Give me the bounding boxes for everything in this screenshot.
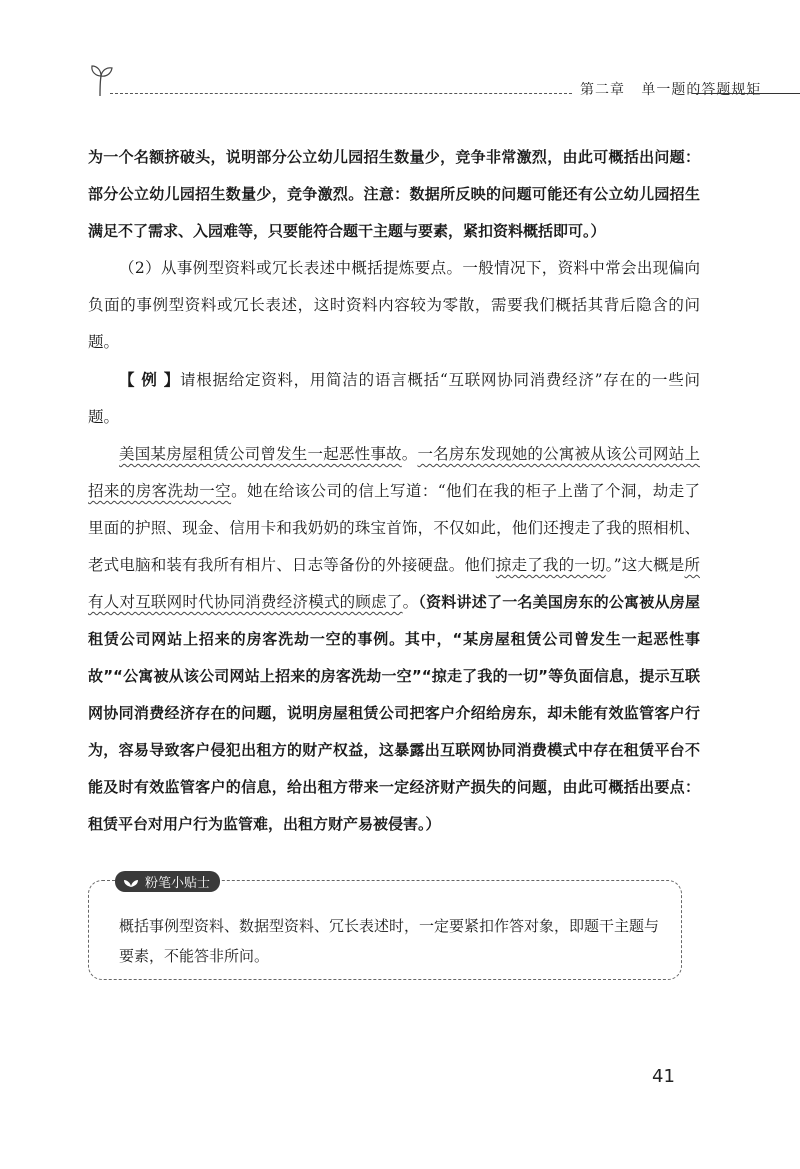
paragraph-method-2: （2）从事例型资料或冗长表述中概括提炼要点。一般情况下，资料中常会出现偏向负面的事例型资料或冗长表述，这时资料内容较为零散，需要我们概括其背后隐含的问题。 [88, 259, 700, 351]
example-question-text: 请根据给定资料，用简洁的语言概括“互联网协同消费经济”存在的一些问题。 [88, 371, 700, 426]
underlined-phrase-everything: 掠走了我的一切 [495, 556, 606, 574]
example-mark: 【 例 】 [119, 370, 180, 389]
header-title-text: 单一题的答题规矩 [641, 82, 762, 98]
underlined-phrase-robbed: 一名房东发现她的公寓被从该公司网站上招来的房客洗劫一空 [88, 445, 700, 500]
case-text: 。 [401, 445, 418, 463]
tip-label: 粉笔小贴士 [145, 876, 211, 891]
tip-badge [115, 871, 220, 892]
header-chapter-title [580, 79, 761, 99]
underlined-phrase-accident: 美国某房屋租赁公司曾发生一起恶性事故 [119, 445, 402, 463]
header-divider-left [110, 93, 572, 94]
case-text: 。她在给该公司的信上写道：“他们在我的柜子上凿了个洞，劫走了里面的护照、现金、信用卡和我奶奶的珠宝首饰，不仅如此，他们还搜走了我的照相机、老式电脑和装有我所有相片、日志等备份的外接硬盘。他们 [88, 482, 700, 574]
header-chapter: 第二章 [580, 82, 625, 98]
underlined-phrase-concern: 所有人对互联网时代协同消费经济模式的顾虑了 [88, 556, 700, 611]
tip-text: 概括事例型资料、数据型资料、冗长表述时，一定要紧扣作答对象，即题干主题与要素，不能答非所问。 [119, 917, 660, 965]
main-content [88, 139, 700, 843]
page-header [88, 62, 762, 102]
case-material [88, 436, 700, 843]
case-text: 。”这大概是 [605, 556, 685, 574]
case-text: 。 [402, 593, 419, 611]
header-divider-right [692, 93, 800, 94]
tip-leaf-icon [123, 876, 139, 888]
tip-box [88, 876, 682, 980]
page-number: 41 [652, 1066, 675, 1087]
paragraph-analysis-continued: 为一个名额挤破头，说明部分公立幼儿园招生数量少，竞争非常激烈，由此可概括出问题：部分公立幼儿园招生数量少，竞争激烈。注意：数据所反映的问题可能还有公立幼儿园招生满足不了需求、入园难等，只要能符合题干主题与要素，紧扣资料概括即可。） [88, 148, 700, 240]
example-question [88, 361, 700, 436]
case-analysis: （资料讲述了一名美国房东的公寓被从房屋租赁公司网站上招来的房客洗劫一空的事例。其中，“某房屋租赁公司曾发生一起恶性事故”“公寓被从该公司网站上招来的房客洗劫一空”“掠走了我的一切”等负面信息，提示互联网协同消费经济存在的问题，说明房屋租赁公司把客户介绍给房东，却未能有效监管客户行为，容易导致客户侵犯出租方的财产权益，这暴露出互联网协同消费模式中存在租赁平台不能及时有效监管客户的信息，给出租方带来一定经济财产损失的问题，由此可概括出要点：租赁平台对用户行为监管难，出租方财产易被侵害。） [88, 593, 700, 833]
